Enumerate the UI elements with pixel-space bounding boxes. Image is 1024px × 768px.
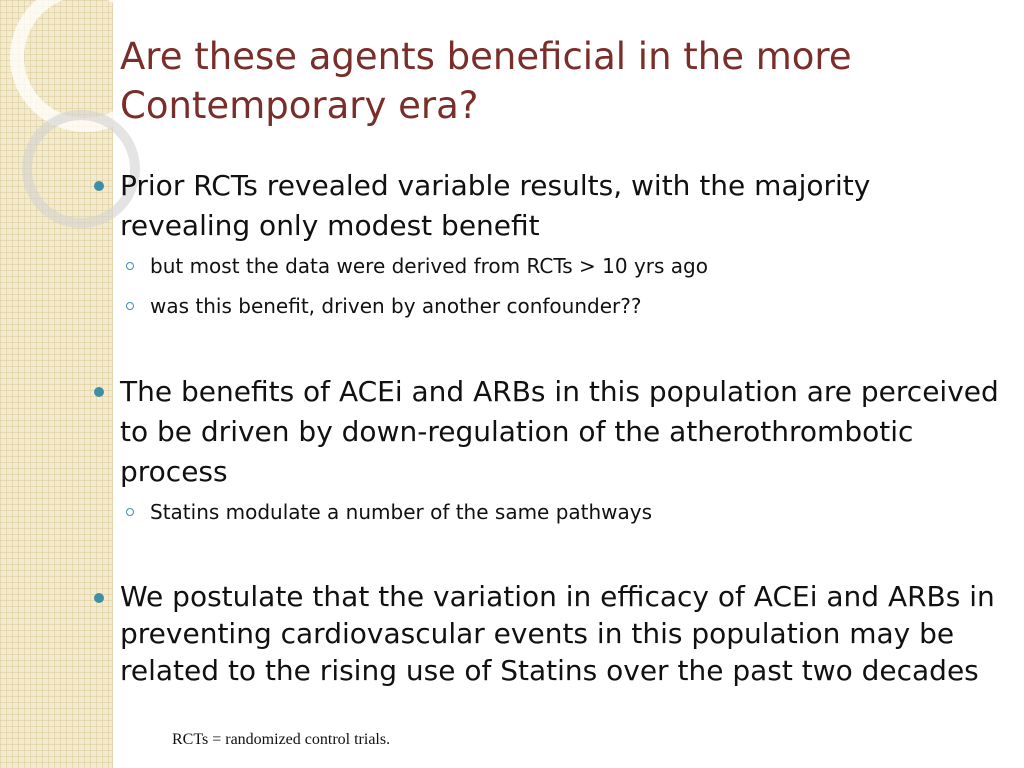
bullet-text: The benefits of ACEi and ARBs in this population are perceived to be driven by down-regulation of the atherothrombotic process: [120, 375, 999, 488]
bullet-dot-icon: [94, 387, 104, 397]
bullet-text: Prior RCTs revealed variable results, with the majority revealing only modest benefit: [120, 169, 871, 242]
footnote: RCTs = randomized control trials.: [172, 731, 391, 748]
sub-bullet-text: but most the data were derived from RCTs > 10 yrs ago: [150, 254, 708, 278]
sub-bullet-item: [90, 498, 1000, 526]
sub-bullet-text: Statins modulate a number of the same pathways: [150, 500, 653, 524]
bullet-item: [90, 372, 1000, 492]
sub-bullet-circle-icon: [126, 302, 134, 310]
bullet-text: We postulate that the variation in efficacy of ACEi and ARBs in preventing cardiovascular events in this population may be related to the rising use of Statins over the past two decades: [120, 580, 995, 687]
slide-title: Are these agents beneficial in the more Contemporary era?: [120, 35, 852, 127]
bullet-dot-icon: [94, 181, 104, 191]
bullet-item: [90, 578, 1000, 689]
bullet-dot-icon: [94, 593, 104, 603]
slide-body: [90, 166, 1000, 689]
bullet-item: [90, 166, 1000, 246]
sub-bullet-text: was this benefit, driven by another confounder??: [150, 294, 642, 318]
sub-bullet-item: [90, 252, 1000, 280]
sub-bullet-item: [90, 292, 1000, 320]
sub-bullet-circle-icon: [126, 508, 134, 516]
sub-bullet-circle-icon: [126, 262, 134, 270]
